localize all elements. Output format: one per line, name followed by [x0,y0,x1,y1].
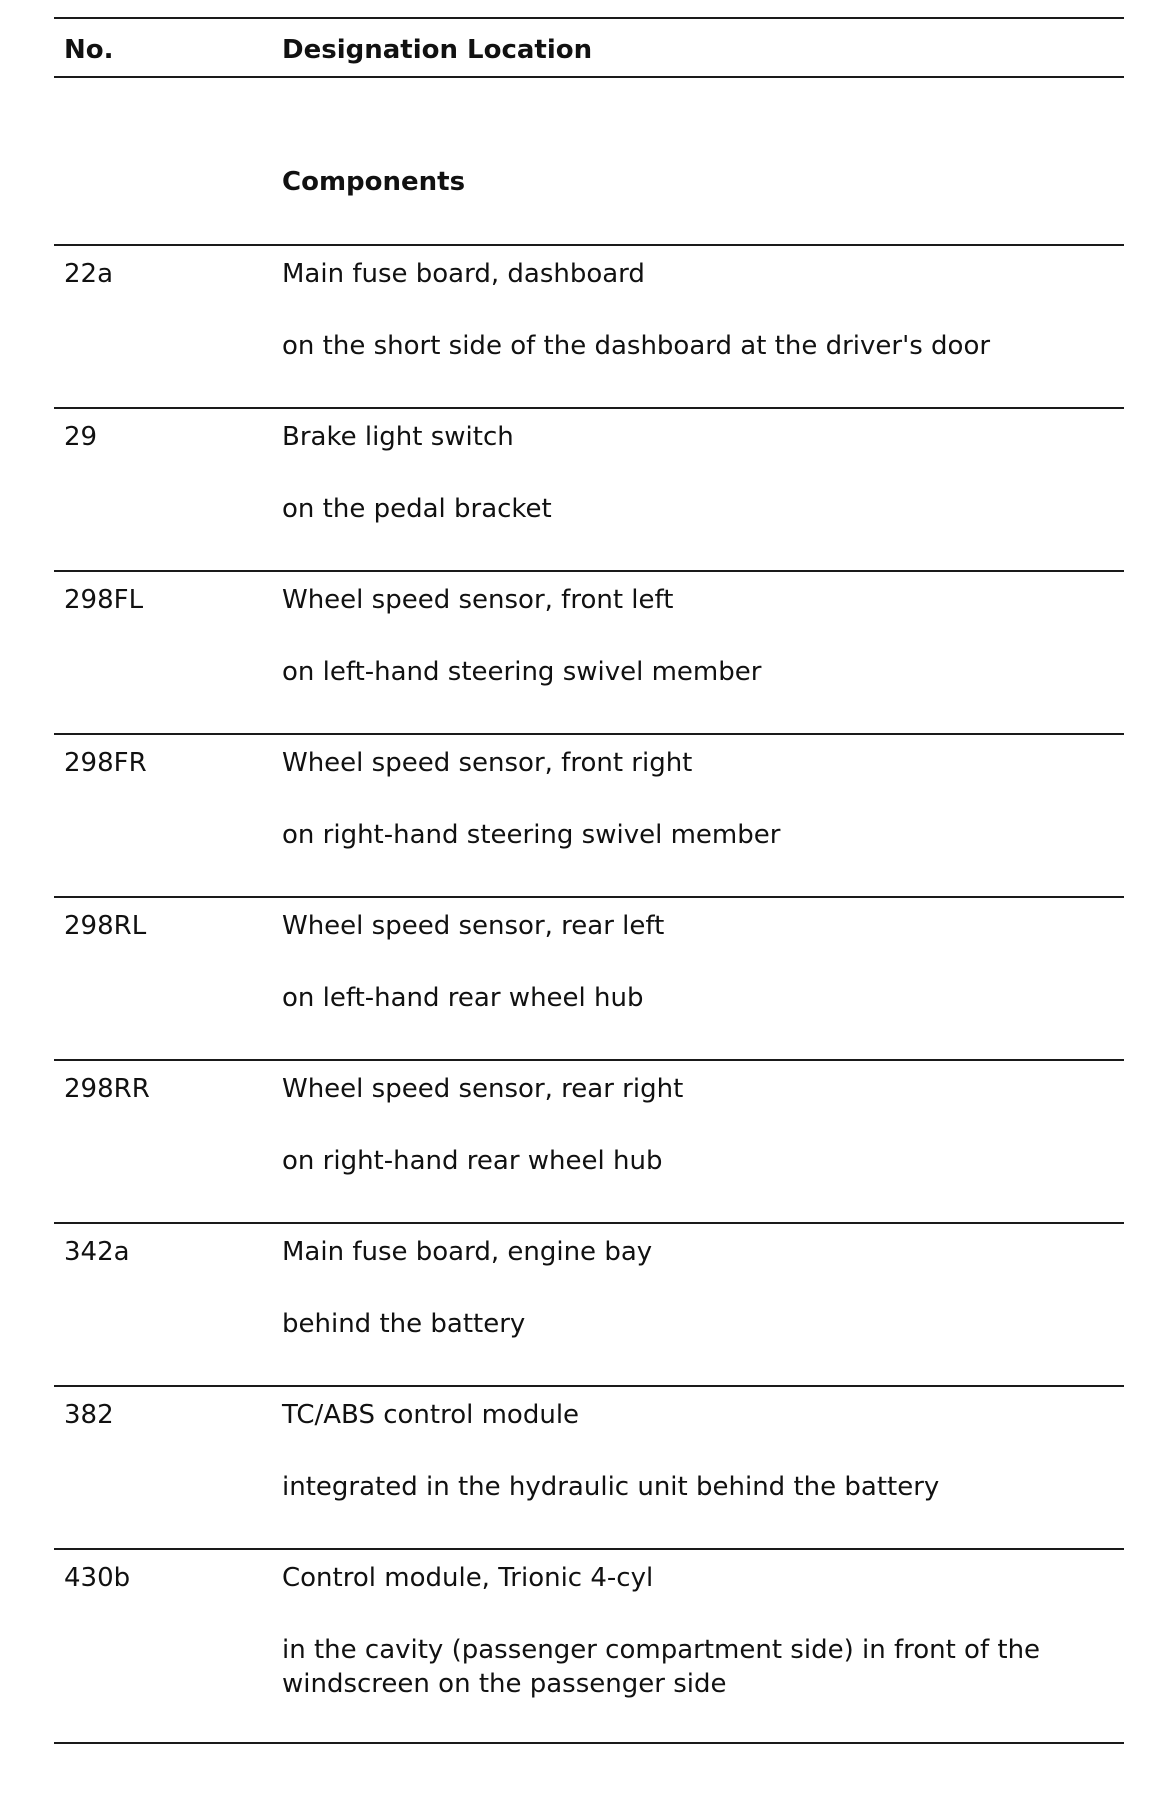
row-location: behind the battery [282,1309,526,1339]
row-divider [54,1222,1124,1224]
row-number: 382 [64,1400,114,1430]
row-divider [54,407,1124,409]
row-designation: Wheel speed sensor, rear left [282,911,665,941]
row-designation: Control module, Trionic 4-cyl [282,1563,654,1593]
row-number: 342a [64,1237,130,1267]
row-number: 298FR [64,748,147,778]
row-location: on left-hand steering swivel member [282,657,762,687]
row-divider [54,244,1124,246]
row-divider [54,1548,1124,1550]
row-divider [54,733,1124,735]
row-divider [54,1385,1124,1387]
column-header-designation-location: Designation Location [282,35,593,65]
column-header-no: No. [64,35,114,65]
row-designation: Main fuse board, engine bay [282,1237,653,1267]
row-location: in the cavity (passenger compartment side) in front of the windscreen on the passenger side [282,1635,1041,1699]
section-title: Components [282,167,466,197]
row-location: on the pedal bracket [282,494,552,524]
row-location: on right-hand steering swivel member [282,820,781,850]
row-designation: Main fuse board, dashboard [282,259,645,289]
row-number: 298RR [64,1074,150,1104]
row-designation: Wheel speed sensor, front right [282,748,693,778]
row-location: on left-hand rear wheel hub [282,983,644,1013]
row-location: integrated in the hydraulic unit behind the battery [282,1472,940,1502]
row-designation: Wheel speed sensor, rear right [282,1074,684,1104]
row-number: 22a [64,259,114,289]
table-top-rule [54,17,1124,19]
row-divider [54,570,1124,572]
row-number: 298RL [64,911,147,941]
row-designation: Brake light switch [282,422,514,452]
header-bottom-rule [54,76,1124,78]
row-number: 430b [64,1563,131,1593]
row-divider [54,1059,1124,1061]
row-divider [54,896,1124,898]
row-location: on right-hand rear wheel hub [282,1146,663,1176]
row-location: on the short side of the dashboard at the driver's door [282,331,991,361]
row-number: 298FL [64,585,144,615]
row-designation: Wheel speed sensor, front left [282,585,674,615]
row-number: 29 [64,422,98,452]
table-bottom-rule [54,1742,1124,1744]
row-designation: TC/ABS control module [282,1400,580,1430]
